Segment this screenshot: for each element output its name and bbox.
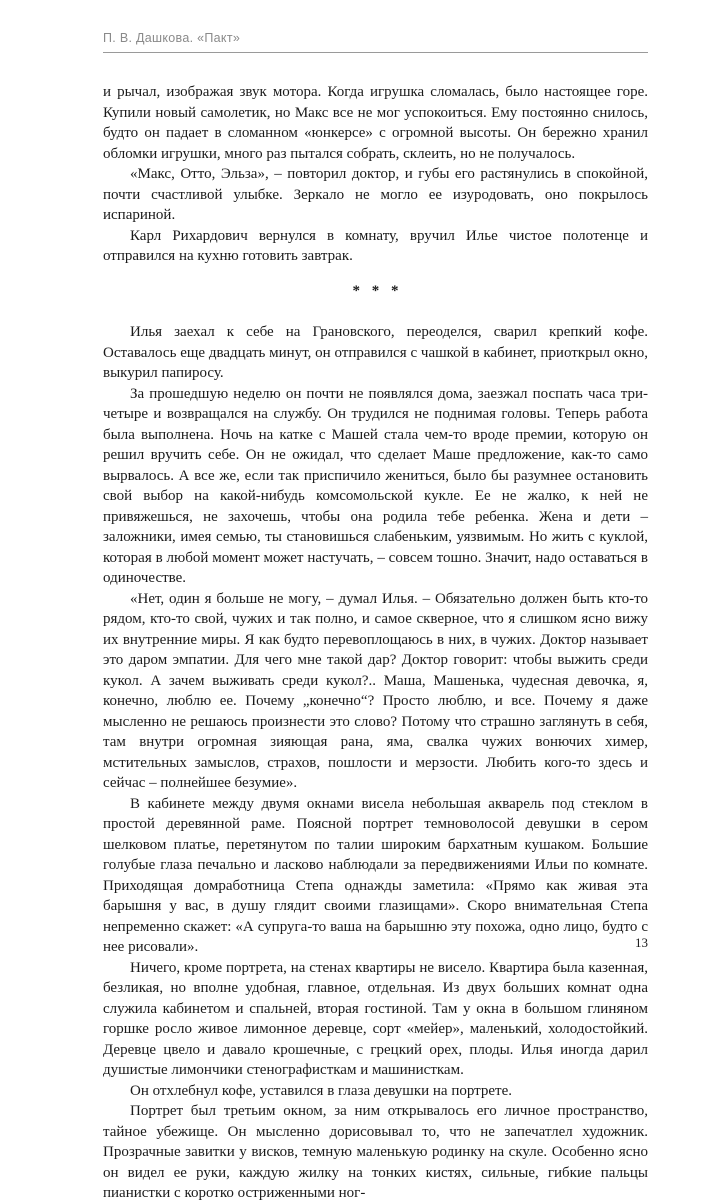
paragraph: Карл Рихардович вернулся в комнату, вручил Илье чистое полотенце и отправился на кухню готовить завтрак. [103,227,648,264]
paragraph: За прошедшую неделю он почти не появлялся дома, заезжал поспать часа три-четыре и возвращался на службу. Он трудился не поднимая головы. Теперь работа была выполнена. Ночь на катке с Машей стала чем-то вроде премии, которую он решил вручить себе. Он не ожидал, что сделает Маше предложение, как-то само вырвалось. А все же, если так приспичило жениться, было бы разумнее остановить свой выбор на какой-нибудь комсомольской кукле. Ее не жалко, к ней не привяжешься, не захочешь, чтобы она родила тебе ребенка. Жена и дети – заложники, имея семью, ты становишься слабеньким, уязвимым. Но жить с куклой, которая в любой момент может настучать, – совсем тошно. Значит, надо оставаться в одиночестве. [103,385,648,586]
paragraph: Он отхлебнул кофе, уставился в глаза девушки на портрете. [130,1082,513,1099]
paragraph: «Макс, Отто, Эльза», – повторил доктор, и губы его растянулись в спокойной, почти счастливой улыбке. Зеркало не могло ее изуродовать, оно покрылось испариной. [103,166,648,223]
section-separator: * * * [352,282,403,299]
paragraph: Ничего, кроме портрета, на стенах квартиры не висело. Квартира была казенная, безликая, но вполне удобная, главное, отдельная. Из двух больших комнат одна служила кабинетом и спальней, вторая гостиной. Там у окна в большом глиняном горшке росло живое лимонное деревце, сорт «мейер», маленький, холодостойкий. Деревце цвело и давало крошечные, с грецкий орех, плоды. Илья иногда дарил душистые лимончики стенографисткам и машинисткам. [103,959,648,1078]
page-number: 13 [635,935,648,950]
page-body [103,82,648,1204]
paragraph: В кабинете между двумя окнами висела небольшая акварель под стеклом в простой деревянной раме. Поясной портрет темноволосой девушки в сером шелковом платье, перетянутом по талии широким бархатным кушаком. Большие голубые глаза печально и ласково наблюдали за передвижениями Ильи по комнате. Приходящая домработница Степа однажды заметила: «Прямо как живая эта барышня у вас, в душу глядит своими глазищами». Скоро внимательная Степа непременно скажет: «А супруга-то ваша на барышню эту похожа, одно лицо, будто с нее рисовали». [103,795,648,955]
paragraph: Портрет был третьим окном, за ним открывалось его личное пространство, тайное убежище. Он мысленно дорисовывал то, что не запечатлел художник. Прозрачные завитки у висков, темную маленькую родинку на скуле. Особенно ясно он видел ее руки, каждую жилку на тонких кистях, сильные, гибкие пальцы пианистки с коротко остриженными ног- [103,1103,648,1201]
paragraph: и рычал, изображая звук мотора. Когда игрушка сломалась, было настоящее горе. Купили новый самолетик, но Макс все не мог успокоиться. Ему постоянно снилось, будто он падает в сломанном «юнкерсе» с огромной высоты. Он бережно хранил обломки игрушки, много раз пытался собрать, склеить, но не получалось. [103,84,648,162]
paragraph: «Нет, один я больше не могу, – думал Илья. – Обязательно должен быть кто-то рядом, кто-то свой, чужих и так полно, и самое скверное, что я слишком ясно вижу их внутренние миры. Я как будто перевоплощаюсь в них, в чужих. Доктор называет это даром эмпатии. Для чего мне такой дар? Доктор говорит: чтобы выжить среди кукол. А зачем выживать среди кукол?.. Маша, Машенька, чудесная девочка, я, конечно, люблю ее. Почему „конечно“? Просто люблю, и все. Почему я даже мысленно не решаюсь произнести это слово? Потому что страшно заглянуть в себя, там внутри огромная зияющая рана, яма, свалка чужих вонючих химер, мстительных замыслов, страхов, пошлости и мерзости. Любить кого-то здесь и сейчас – полнейшее безумие». [103,590,648,791]
paragraph: Илья заехал к себе на Грановского, переоделся, сварил крепкий кофе. Оставалось еще двадцать минут, он отправился с чашкой в кабинет, приоткрыл окно, выкурил папиросу. [103,324,648,381]
header-divider [103,52,648,53]
running-header: П. В. Дашкова. «Пакт» [103,31,241,45]
